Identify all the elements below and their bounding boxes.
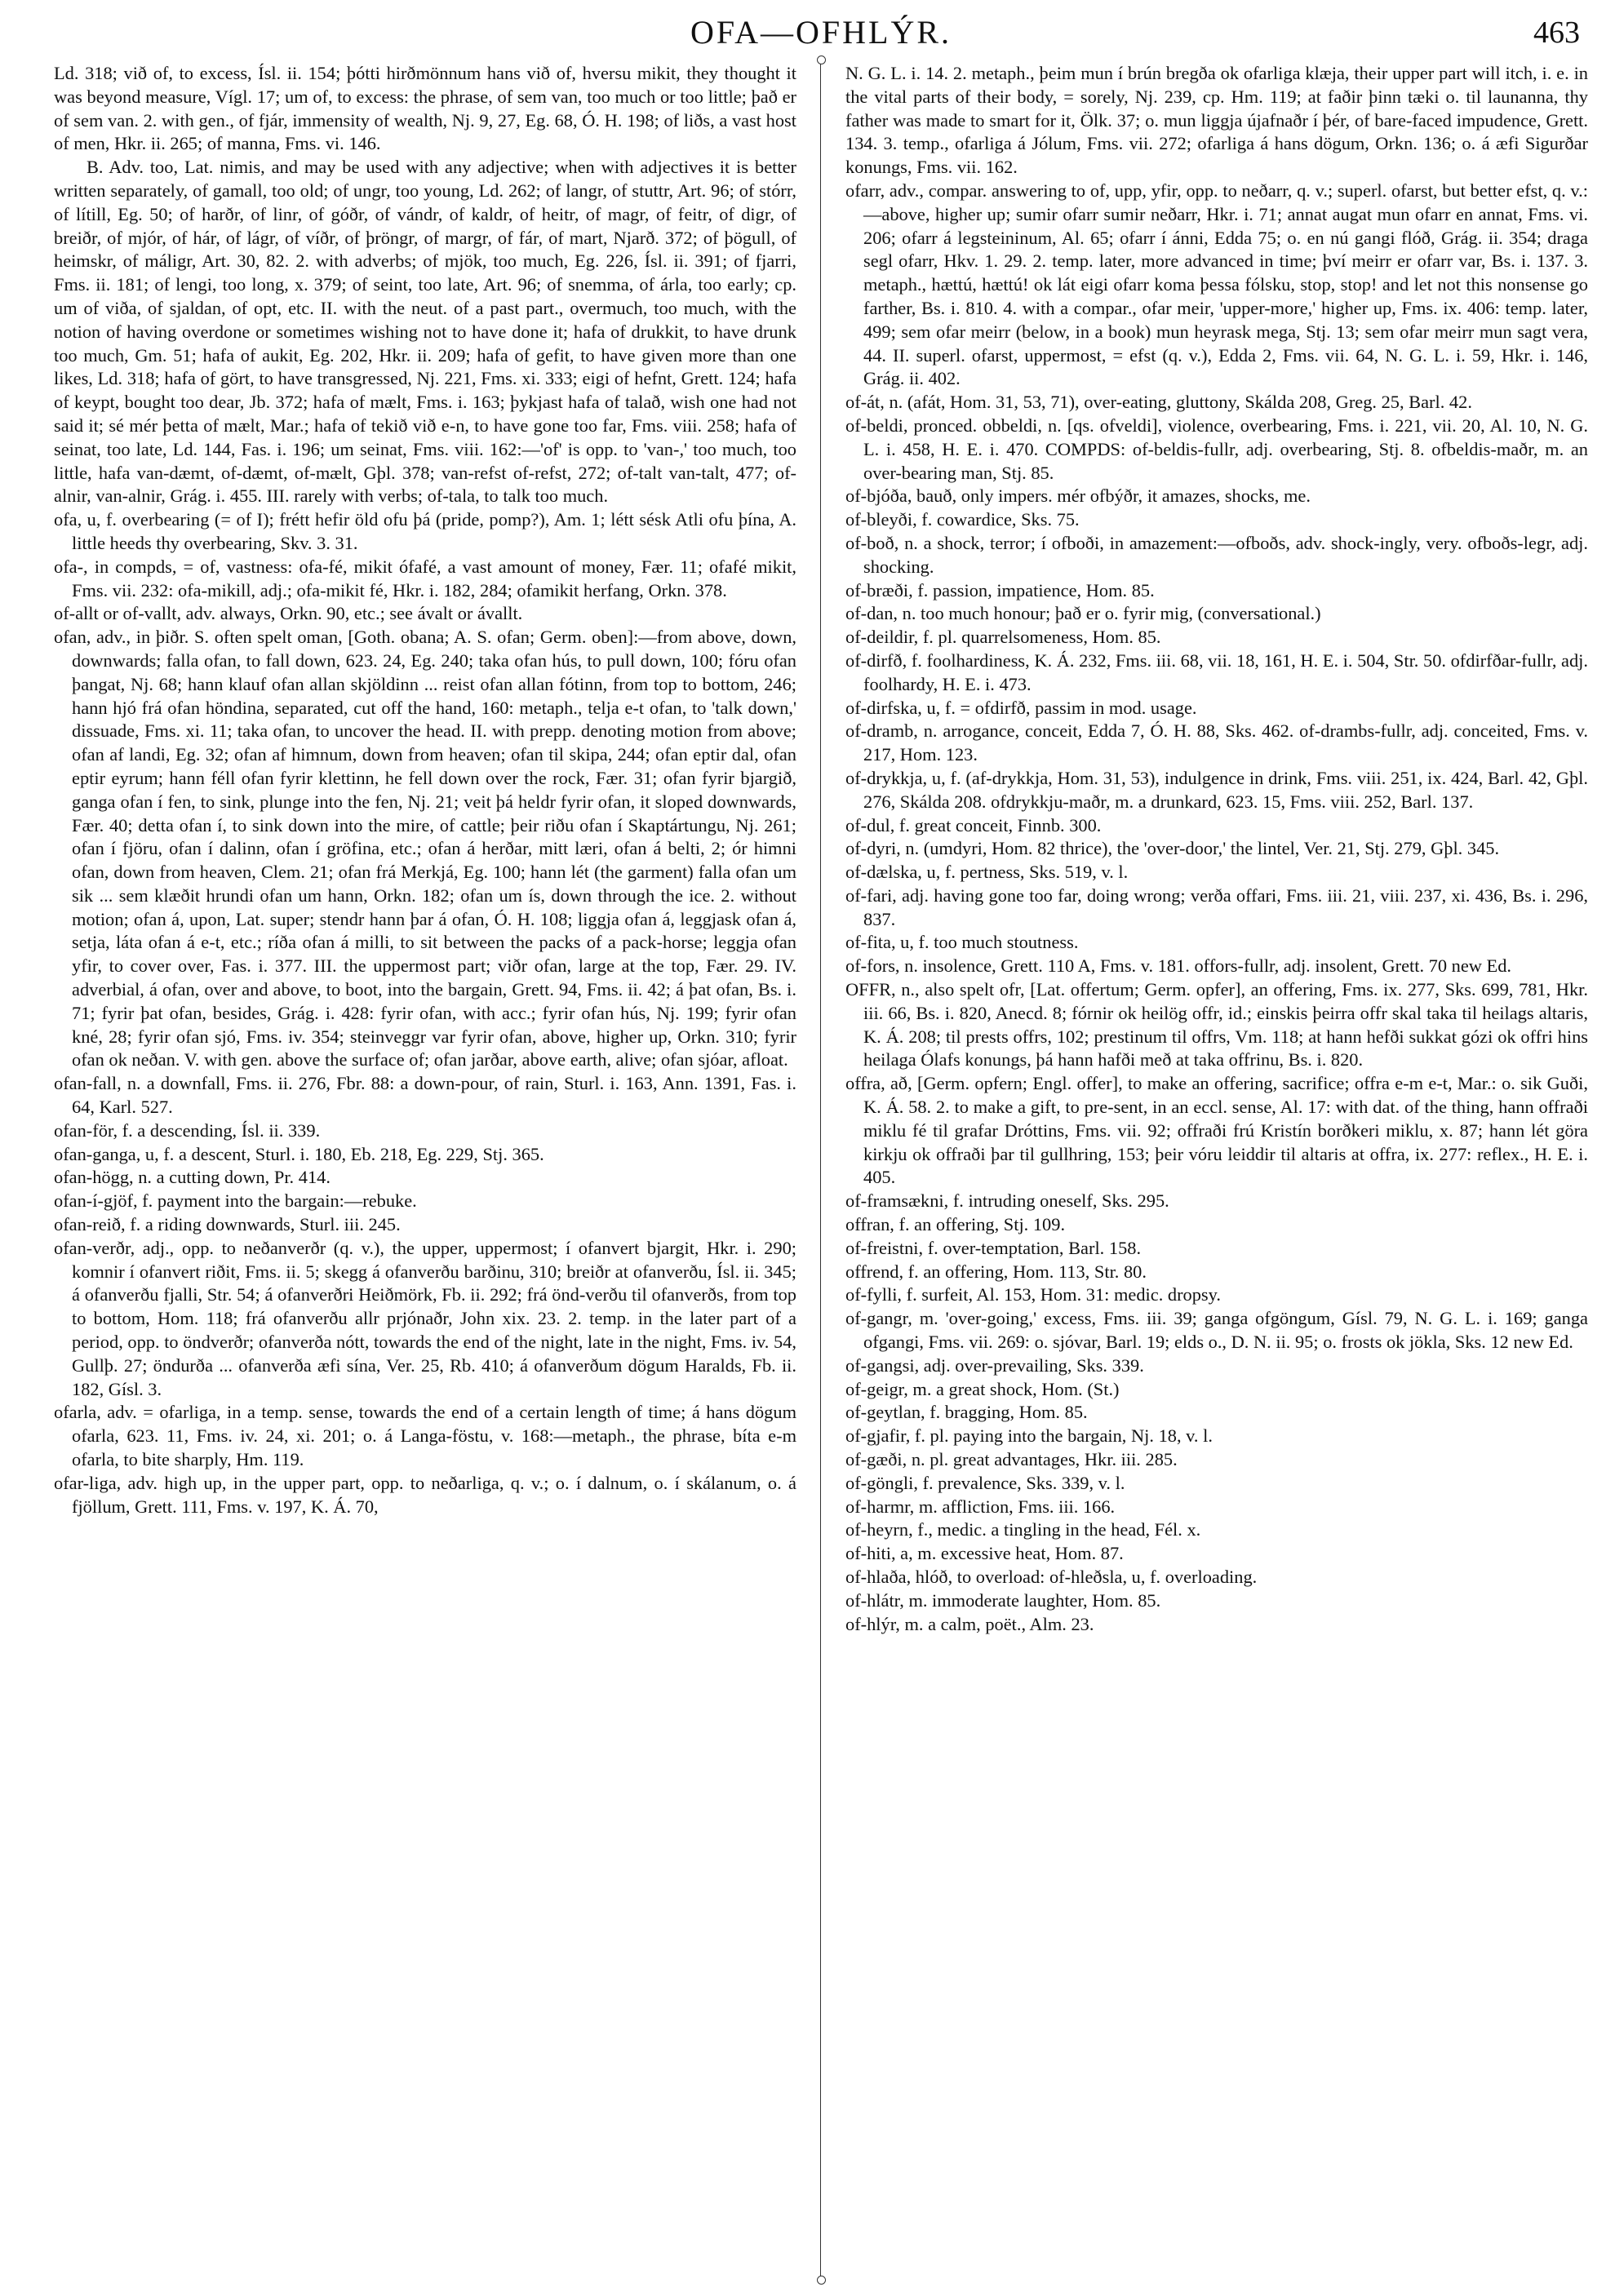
dictionary-entry: B. Adv. too, Lat. nimis, and may be used with any adjective; when with adjectives it is better written separately, of gamall, too old; of ungr, too young, Ld. 262; of langr, of stuttr, Art. 96; of stórr, of lítill, Eg. 50; of harðr, of linr, of góðr, of vándr, of kaldr, of heitr, of magr, of feitr, of digr, of breiðr, of mjór, of hár, of lágr, of víðr, of þröngr, of margr, of fár, of mart, Njarð. 372; of þögull, of heimskr, of máligr, Art. 30, 82. 2. with adverbs; of mjök, too much, Eg. 226, Ísl. ii. 391; of fjarri, Fms. ii. 181; of lengi, too long, x. 379; of seint, too late, Art. 96; of snemma, of árla, too early; cp. um of viða, of sjaldan, of opt, etc. II. with the neut. of a past part., overmuch, too much, with the notion of having overdone or sometimes wishing not to have done it; hafa of drukkit, to have drunk too much, Gm. 51; hafa of aukit, Eg. 202, Hkr. ii. 209; hafa of gefit, to have given more than one likes, Ld. 318; hafa of gört, to have transgressed, Nj. 221, Fms. xi. 333; eigi of hefnt, Grett. 124; hafa of keypt, bought too dear, Jb. 372; hafa of mælt, Fms. i. 163; þykjast hafa of talað, wish one had not said it; sé mér þetta of mælt, Mar.; hafa of tekið við e-n, to have gone too far, Fms. viii. 258; hafa of seinat, too late, Ld. 144, Fas. i. 196; um seinat, Fms. viii. 162:—'of' is opp. to 'van-,' too much, too little, hafa van-dæmt, of-dæmt, of-mælt, Gþl. 378; van-refst of-refst, 272; of-talt van-talt, 477; of-alnir, van-alnir, Grág. i. 455. III. rarely with verbs; of-tala, to talk too much. [54,157,796,507]
dictionary-entry: of-allt or of-vallt, adv. always, Orkn. 90, etc.; see ávalt or ávallt. [54,603,523,624]
dictionary-entry: of-fita, u, f. too much stoutness. [845,932,1079,953]
dictionary-entry: of-hlýr, m. a calm, poët., Alm. 23. [845,1613,1094,1634]
dictionary-entry: ofan-reið, f. a riding downwards, Sturl. iii. 245. [54,1214,401,1235]
page-number: 463 [1533,16,1580,50]
dictionary-entry: of-bræði, f. passion, impatience, Hom. 85. [845,579,1155,601]
dictionary-entry: of-göngli, f. prevalence, Sks. 339, v. l. [845,1472,1125,1493]
dictionary-entry: of-framsækni, f. intruding oneself, Sks. 295. [845,1190,1169,1212]
page-header [54,11,1588,51]
dictionary-entry: of-hlaða, hlóð, to overload: of-hleðsla, u, f. overloading. [845,1567,1258,1587]
dictionary-entry: of-fylli, f. surfeit, Al. 153, Hom. 31: medic. dropsy. [845,1284,1221,1305]
dictionary-entry: of-hlátr, m. immoderate laughter, Hom. 85. [845,1589,1161,1611]
dictionary-entry: of-bjóða, bauð, only impers. mér ofbýðr, it amazes, shocks, me. [845,485,1311,507]
dictionary-entry: of-gangr, m. 'over-going,' excess, Fms. iii. 39; ganga ofgöngum, Gísl. 79, N. G. L. i. 169; ganga ofgangi, Fms. vii. 269: o. sjóvar, Barl. 19; elds o., D. N. ii. 95; o. frosts ok jökla, Sks. 12 new Ed. [845,1308,1588,1353]
dictionary-entry: ofan-för, f. a descending, Ísl. ii. 339. [54,1119,321,1141]
dictionary-entry: of-gæði, n. pl. great advantages, Hkr. iii. 285. [845,1449,1178,1470]
dictionary-entry: of-dyri, n. (umdyri, Hom. 82 thrice), the 'over-door,' the lintel, Ver. 21, Stj. 279, Gþl. 345. [845,838,1500,859]
dictionary-entry: of-boð, n. a shock, terror; í ofboði, in amazement:—ofboðs, adv. shock-ingly, very. ofboðs-legr, adj. shocking. [845,532,1588,577]
dictionary-entry: of-dan, n. too much honour; það er o. fyrir mig, (conversational.) [845,603,1321,624]
dictionary-entry: offran, f. an offering, Stj. 109. [845,1214,1066,1235]
dictionary-entry: offrend, f. an offering, Hom. 113, Str. 80. [845,1261,1147,1282]
dictionary-entry: of-freistni, f. over-temptation, Barl. 158. [845,1237,1142,1258]
dictionary-entry: of-geigr, m. a great shock, Hom. (St.) [845,1378,1120,1399]
dictionary-entry: of-gangsi, adj. over-prevailing, Sks. 339. [845,1354,1144,1376]
dictionary-entry: of-bleyði, f. cowardice, Sks. 75. [845,509,1080,530]
dictionary-entry: of-fors, n. insolence, Grett. 110 A, Fms. v. 181. offors-fullr, adj. insolent, Grett. 70 new Ed. [845,955,1512,977]
dictionary-entry: of-dælska, u, f. pertness, Sks. 519, v. l. [845,862,1129,883]
dictionary-entry: of-dramb, n. arrogance, conceit, Edda 7, Ó. H. 88, Sks. 462. of-drambs-fullr, adj. conceited, Fms. v. 217, Hom. 123. [845,720,1588,765]
dictionary-entry: ofan, adv., in þiðr. S. often spelt oman, [Goth. obana; A. S. ofan; Germ. oben]:—from above, down, downwards; falla ofan, to fall down, 623. 24, Eg. 240; taka ofan hús, to pull down, 100; fóru ofan þangat, Nj. 68; hann klauf ofan allan skjöldinn ... reist ofan allan fótinn, from top to bottom, 246; hann hjó frá ofan höndina, separated, cut off the hand, 160: metaph., telja e-t ofan, to 'talk down,' dissuade, Fms. xi. 11; taka ofan, to uncover the head. II. with prepp. denoting motion from above; ofan af landi, Eg. 32; ofan af himnum, down from heaven; ofan til skipa, 244; ofan eptir dal, ofan eptir eyrum; hann féll ofan fyrir klettinn, he fell down over the rock, Fær. 31; ofan fyrir bjargið, ganga ofan í fen, to sink, plunge into the fen, Nj. 21; veit þá heldr fyrir ofan, it sloped downwards, Fær. 40; detta ofan í, to sink down into the mire, of cattle; þeir riðu ofan í Skaptártungu, Nj. 261; ofan í fjöru, ofan í dalinn, ofan í gröfina, etc.; ofan á herðar, mitt læri, ofan á belti, 2; ór himni ofan, down from heaven, Clem. 21; ofan frá Merkjá, Eg. 100; hann lét (the garment) falla ofan um sik ... sem klæðit hrundi ofan um hann, Orkn. 182; ofan um ís, down through the ice. 2. without motion; ofan á, upon, Lat. super; stendr hann þar á ofan, Ó. H. 108; liggja ofan á, leggjask ofan á, setja, láta ofan á e-t, etc.; ríða ofan á milli, to sit between the packs of a pack-horse; leggja ofan yfir, to cover over, Fas. i. 377. III. the uppermost part; viðr ofan, large at the top, Fær. 29. IV. adverbial, á ofan, over and above, to boot, into the bargain, Grett. 94, Fms. ii. 42; á þat ofan, Bs. i. 71; fyrir þat ofan, besides, Grág. i. 428: fyrir ofan, with acc.; fyrir ofan hús, Nj. 199; fyrir ofan kné, 28; fyrir ofan sjó, Fms. iv. 354; steinveggr var fyrir ofan, above, higher up, Orkn. 310; fyrir ofan ok neðan. V. with gen. above the surface of; ofan jarðar, above earth, alive; ofan sjóar, afloat. [54,627,796,1070]
text-columns [54,62,1588,2288]
dictionary-entry: ofan-í-gjöf, f. payment into the bargain:—rebuke. [54,1190,417,1212]
dictionary-entry: of-fari, adj. having gone too far, doing wrong; verða offari, Fms. iii. 21, viii. 237, xi. 436, Bs. i. 296, 837. [845,884,1588,929]
dictionary-entry: ofan-högg, n. a cutting down, Pr. 414. [54,1167,331,1188]
dictionary-entry: of-dirfska, u, f. = ofdirfð, passim in mod. usage. [845,697,1197,718]
dictionary-entry: ofa-, in compds, = of, vastness: ofa-fé, mikit ófafé, a vast amount of money, Fær. 11; ofafé mikit, Fms. vii. 232: ofa-mikill, adj.; ofa-mikit fé, Hkr. i. 182, 284; ofamikit herfang, Orkn. 378. [54,556,796,601]
column-divider [820,62,821,2278]
dictionary-entry: of-heyrn, f., medic. a tingling in the head, Fél. x. [845,1519,1201,1540]
right-column [845,62,1588,2288]
dictionary-entry: of-dirfð, f. foolhardiness, K. Á. 232, Fms. iii. 68, vii. 18, 161, H. E. i. 504, Str. 50. ofdirfðar-fullr, adj. foolhardy, H. E. i. 473. [845,649,1588,694]
dictionary-entry: Ld. 318; við of, to excess, Ísl. ii. 154; þótti hirðmönnum hans við of, hversu mikit, they thought it was beyond measure, Vígl. 17; um of, to excess: the phrase, of sem van, too much or too little; það er of sem van. 2. with gen., of fjár, immensity of wealth, Nj. 9, 27, Eg. 68, Ó. H. 198; of liðs, a vast host of men, Hkr. ii. 265; of manna, Fms. vi. 146. [54,63,796,154]
running-title: OFA—OFHLÝR. [690,14,952,51]
dictionary-entry: of-gjafir, f. pl. paying into the bargain, Nj. 18, v. l. [845,1425,1213,1447]
dictionary-page [54,11,1588,2288]
dictionary-entry: N. G. L. i. 14. 2. metaph., þeim mun í brún bregða ok ofarliga klæja, their upper part will itch, i. e. in the vital parts of their body, = sorely, Nj. 239, cp. Hm. 119; at faðir þinn tæki o. til launanna, thy father was made to smart for it, Ölk. 37; o. mun liggja újafnaðr í þér, of bare-faced impudence, Grett. 134. 3. temp., ofarliga á Jólum, Fms. vii. 272; ofarliga á hans dögum, Orkn. 136; o. á æfi Sigurðar konungs, Fms. vii. 162. [845,63,1588,178]
dictionary-entry: of-harmr, m. affliction, Fms. iii. 166. [845,1496,1116,1517]
dictionary-entry: of-drykkja, u, f. (af-drykkja, Hom. 31, 53), indulgence in drink, Fms. viii. 251, ix. 424, Barl. 42, Gþl. 276, Skálda 208. ofdrykkju-maðr, m. a drunkard, 623. 15, Fms. viii. 252, Barl. 137. [845,767,1588,812]
dictionary-entry: of-beldi, pronced. obbeldi, n. [qs. ofveldi], violence, overbearing, Fms. i. 221, vii. 20, Al. 10, N. G. L. i. 458, H. E. i. 470. COMPDS: of-beldis-fullr, adj. overbearing, Stj. 8. ofbeldis-maðr, m. an over-bearing man, Stj. 85. [845,414,1588,483]
dictionary-entry: ofan-verðr, adj., opp. to neðanverðr (q. v.), the upper, uppermost; í ofanvert bjargit, Hkr. i. 290; komnir í ofanvert riðit, Fms. ii. 5; skegg á ofanverðu barðinu, 310; breiðr at ofanverðu, Ísl. ii. 345; á ofanverðu fjalli, Str. 54; á ofanverðri Heiðmörk, Fb. ii. 292; frá önd-verðu til ofanverðs, from top to bottom, Hom. 118; frá ofanverðu allr prjónaðr, John xix. 23. 2. temp. in the later part of a period, opp. to öndverðr; ofanverða nótt, towards the end of the night, late in the night, Fms. iv. 54, Gullþ. 27; öndurða ... ofanverða æfi sína, Ver. 25, Rb. 410; á ofanverðum dögum Haralds, Fb. ii. 182, Gísl. 3. [54,1237,796,1399]
dictionary-entry: ofar-liga, adv. high up, in the upper part, opp. to neðarliga, q. v.; o. í dalnum, o. í skálanum, o. á fjöllum, Grett. 111, Fms. v. 197, K. Á. 70, [54,1472,796,1517]
dictionary-entry: OFFR, n., also spelt ofr, [Lat. offertum; Germ. opfer], an offering, Fms. ix. 277, Sks. 699, 781, Hkr. iii. 66, Bs. i. 820, Anecd. 8; fórnir ok heilög offr, id.; einskis þeirra offr skal taka til heilags altaris, K. Á. 208; til prests offrs, 102; prestinum til offrs, Vm. 118; at hann hefði sukkat gózi ok offri hins heilaga Ólafs konungs, þá hann hafði með at taka offrinu, Bs. i. 820. [845,979,1588,1070]
dictionary-entry: ofan-fall, n. a downfall, Fms. ii. 276, Fbr. 88: a down-pour, of rain, Sturl. i. 163, Ann. 1391, Fas. i. 64, Karl. 527. [54,1073,796,1118]
dictionary-entry: ofarla, adv. = ofarliga, in a temp. sense, towards the end of a certain length of time; á hans dögum ofarla, 623. 11, Fms. iv. 24, xi. 201; o. á Langa-föstu, v. 168:—metaph., the phrase, bíta e-m ofarla, to bite sharply, Hm. 119. [54,1402,796,1470]
dictionary-entry: of-dul, f. great conceit, Finnb. 300. [845,814,1102,836]
dictionary-entry: ofa, u, f. overbearing (= of I); frétt hefir öld ofu þá (pride, pomp?), Am. 1; létt sésk Atli ofu þína, A. little heeds thy overbearing, Skv. 3. 31. [54,509,796,553]
dictionary-entry: offra, að, [Germ. opfern; Engl. offer], to make an offering, sacrifice; offra e-m e-t, Mar.: o. sik Guði, K. Á. 58. 2. to make a gift, to pre-sent, in an eccl. sense, Al. 17: with dat. of the thing, hann offraði miklu fé til grafar Dróttins, Fms. vii. 92; offraði frú Kristín borðkeri miklu, x. 87; hann lét göra kirkju ok offraði þar til gullhring, 153; þeir vóru leiddir til altaris at offra, ix. 277: reflex., H. E. i. 405. [845,1073,1588,1188]
dictionary-entry: of-deildir, f. pl. quarrelsomeness, Hom. 85. [845,627,1161,648]
left-column [54,62,796,2288]
dictionary-entry: of-hiti, a, m. excessive heat, Hom. 87. [845,1543,1124,1564]
dictionary-entry: ofarr, adv., compar. answering to of, upp, yfir, opp. to neðarr, q. v.; superl. ofarst, but better efst, q. v.:—above, higher up; sumir ofarr sumir neðarr, Hkr. i. 71; annat augat mun ofarr en annat, Fms. vi. 206; ofarr á legsteininum, Al. 65; ofarr í ánni, Edda 75; o. en nú gangi flóð, Grág. ii. 354; draga segl ofarr, Hkv. 1. 29. 2. temp. later, more advanced in time; því meirr er ofarr var, Bs. i. 137. 3. metaph., hættú, hættú! ok lát eigi ofarr koma þessa fólsku, stop, stop! and let not this nonsense go farther, Bs. i. 810. 4. with a compar., ofar meir, 'upper-more,' higher up, Fms. ix. 406: temp. later, 499; sem ofar meirr (below, in a book) mun heyrask mega, Stj. 13; sem ofar meirr mun sagt vera, 44. II. superl. ofarst, uppermost, = efst (q. v.), Edda 2, Fms. vii. 64, N. G. L. i. 59, Hkr. i. 146, Grág. ii. 402. [845,180,1588,389]
dictionary-entry: of-át, n. (afát, Hom. 31, 53, 71), over-eating, gluttony, Skálda 208, Greg. 25, Barl. 42. [845,392,1472,413]
dictionary-entry: of-geytlan, f. bragging, Hom. 85. [845,1402,1088,1423]
dictionary-entry: ofan-ganga, u, f. a descent, Sturl. i. 180, Eb. 218, Eg. 229, Stj. 365. [54,1143,544,1164]
